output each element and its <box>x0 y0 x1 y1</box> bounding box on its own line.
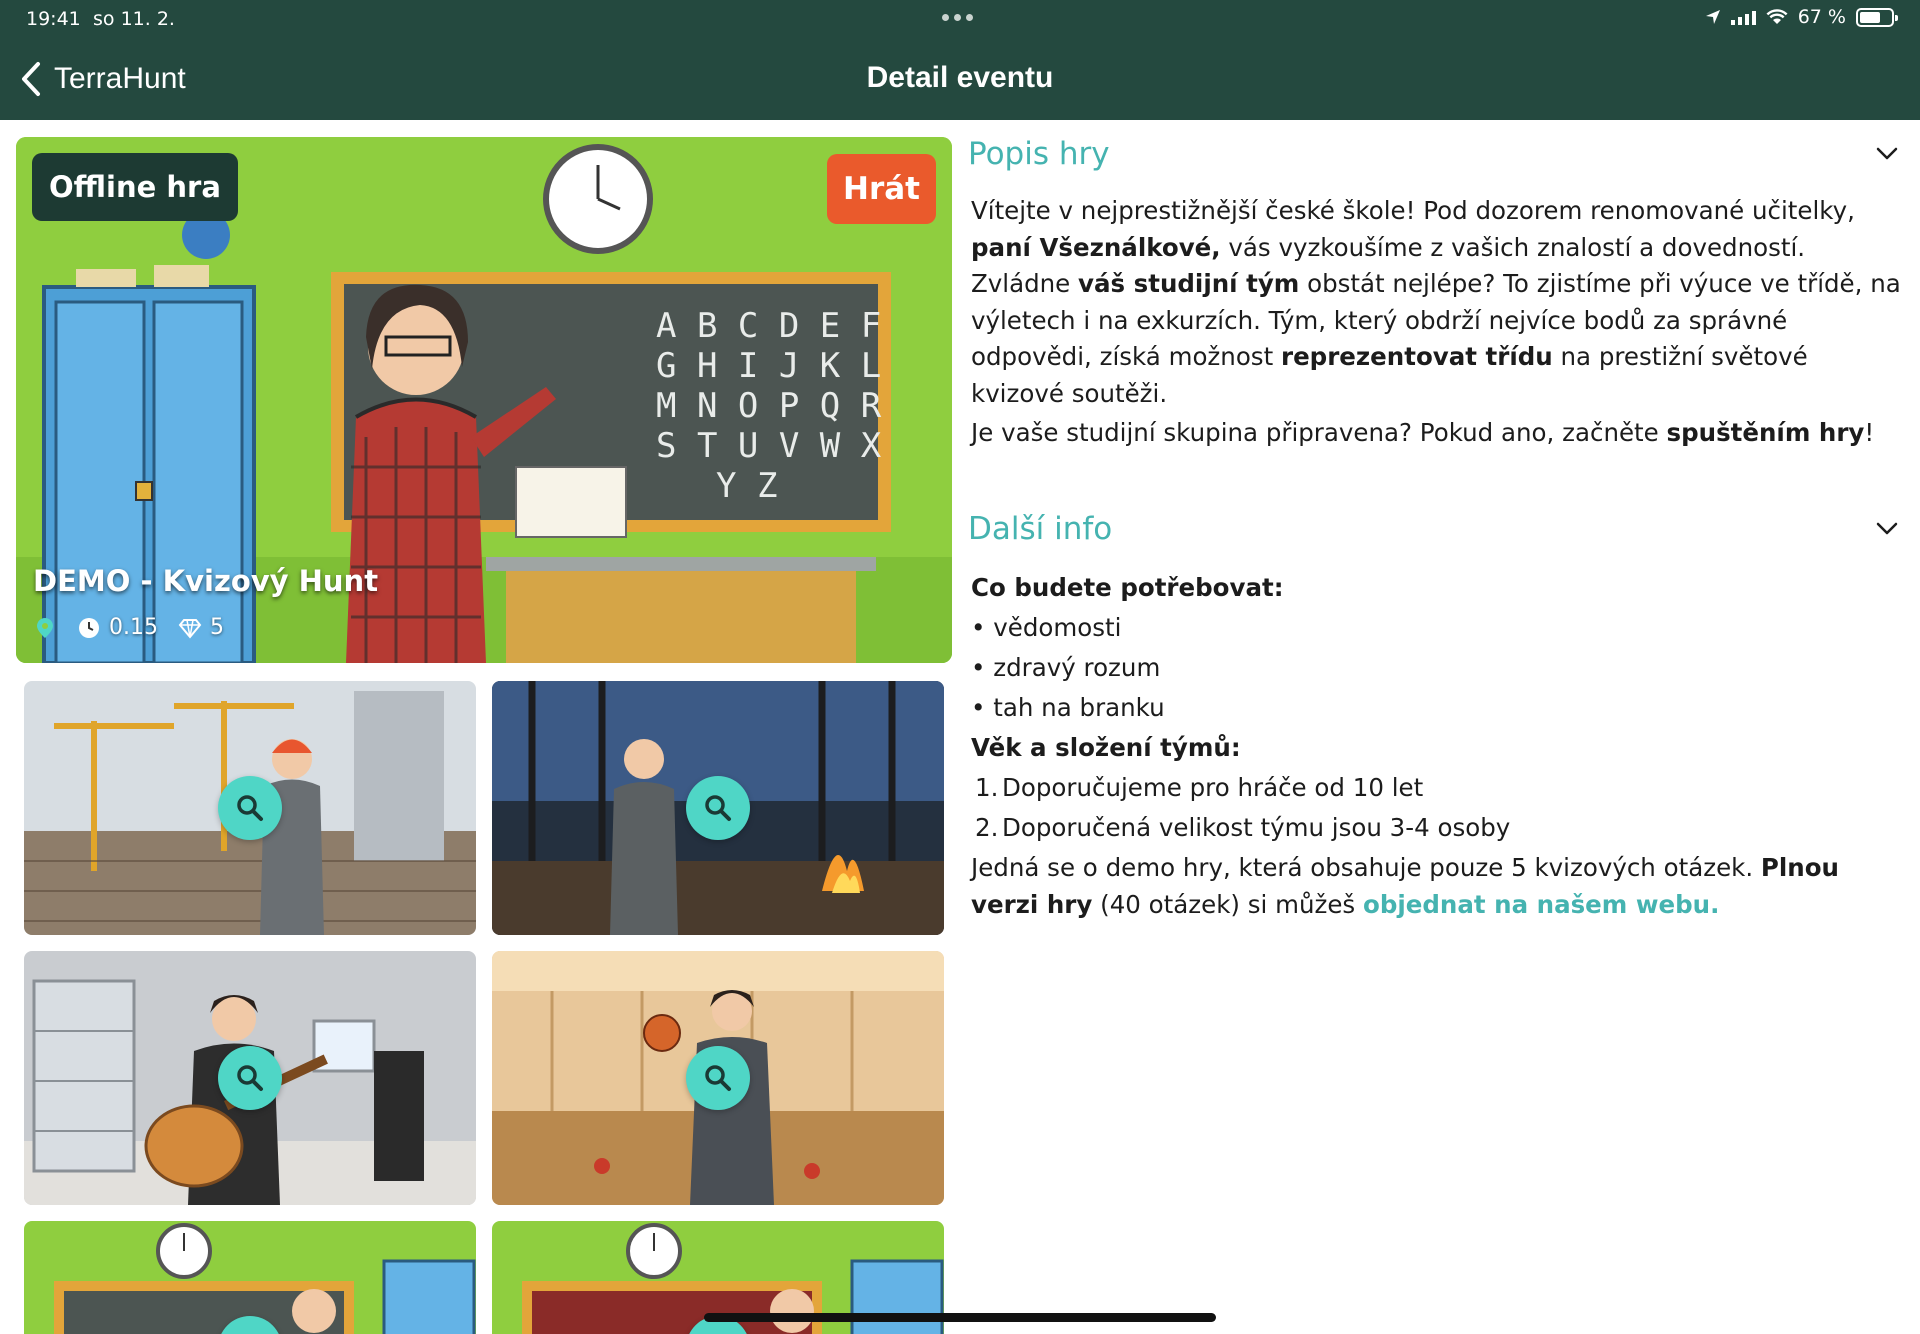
location-arrow-icon <box>1705 9 1721 25</box>
description-text <box>971 193 1901 452</box>
desc-text: Vítejte v nejprestižnější české škole! Pod dozorem renomované učitelky, <box>971 196 1855 225</box>
status-time: 19:41 <box>26 8 81 30</box>
status-date: so 11. 2. <box>93 8 175 30</box>
chevron-down-icon[interactable] <box>1876 522 1898 536</box>
wifi-icon <box>1766 9 1788 25</box>
battery-percent: 67 % <box>1797 6 1846 28</box>
zoom-button[interactable] <box>686 1046 750 1110</box>
chevron-down-icon[interactable] <box>1876 147 1898 161</box>
gallery-item-music-store[interactable] <box>24 951 476 1205</box>
desc-text: obstát nejlépe? To zjistíme při výuce ve třídě, na výletech i na exkurzích. Tým, který obdrží nejvíce bodů za správné odpovědi, získá možnost <box>971 269 1901 371</box>
list-item: • zdravý rozum <box>971 653 1161 682</box>
points-item <box>178 615 224 640</box>
gallery-item-construction[interactable] <box>24 681 476 935</box>
note-bold: Plnou verzi hry <box>971 853 1839 919</box>
duration-item <box>77 615 158 640</box>
zoom-button[interactable] <box>686 776 750 840</box>
back-button-label: TerraHunt <box>54 62 186 95</box>
description-section-header[interactable] <box>968 136 1898 172</box>
desc-bold: reprezentovat třídu <box>1280 342 1553 371</box>
cellular-signal-icon <box>1731 9 1756 25</box>
desc-bold: spuštěním hry <box>1666 418 1865 447</box>
description-paragraph-2 <box>971 415 1901 452</box>
board-row-4: S T U V W X <box>656 426 882 466</box>
order-web-link[interactable]: objednat na našem webu. <box>1362 889 1720 919</box>
gallery-item-gym[interactable] <box>492 951 944 1205</box>
desc-text: ! <box>1864 418 1875 447</box>
play-button[interactable]: Hrát <box>827 154 936 224</box>
magnifier-icon <box>235 793 265 823</box>
more-info-section-header[interactable] <box>968 511 1898 547</box>
multitasking-dots-icon[interactable] <box>942 14 973 21</box>
navigation-bar <box>0 50 1920 110</box>
game-meta <box>33 615 244 640</box>
magnifier-icon <box>703 1063 733 1093</box>
offline-game-badge: Offline hra <box>32 153 238 221</box>
desc-bold: váš studijní tým <box>1078 269 1300 298</box>
list-item: 1. Doporučujeme pro hráče od 10 let <box>971 768 1901 808</box>
demo-note <box>971 850 1901 923</box>
zoom-button[interactable] <box>218 1046 282 1110</box>
battery-icon <box>1856 8 1894 27</box>
gallery-item-campfire[interactable] <box>492 681 944 935</box>
hero-card[interactable] <box>16 137 952 663</box>
status-bar <box>0 0 1920 40</box>
gallery-item-classroom[interactable] <box>24 1221 476 1334</box>
need-item: tah na branku <box>993 693 1165 722</box>
magnifier-icon <box>235 1063 265 1093</box>
board-row-3: M N O P Q R <box>656 386 882 426</box>
more-info-heading: Další info <box>968 511 1113 547</box>
need-item: vědomosti <box>993 613 1122 642</box>
location-item <box>33 616 57 640</box>
zoom-button[interactable] <box>218 776 282 840</box>
list-item: • vědomosti <box>971 613 1122 642</box>
needs-title: Co budete potřebovat: <box>971 573 1284 602</box>
board-row-1: A B C D E F <box>656 306 882 346</box>
desc-text: vás vyzkoušíme z vašich znalostí a dovedností. Zvládne <box>971 232 1806 298</box>
team-item: Doporučujeme pro hráče od 10 let <box>1002 773 1424 802</box>
note-text: Jedná se o demo hry, která obsahuje pouze 5 kvizových otázek. <box>971 853 1761 882</box>
description-heading: Popis hry <box>968 136 1110 172</box>
top-bar <box>0 0 1920 120</box>
location-pin-icon <box>33 616 57 640</box>
team-item: Doporučená velikost týmu jsou 3-4 osoby <box>1002 813 1511 842</box>
points-value: 5 <box>209 615 224 640</box>
status-right <box>1705 6 1894 28</box>
need-item: zdravý rozum <box>993 653 1161 682</box>
desc-text: na prestižní světové kvizové soutěži. <box>971 342 1808 408</box>
magnifier-icon <box>703 793 733 823</box>
board-row-2: G H I J K L <box>656 346 882 386</box>
list-item: • tah na branku <box>971 693 1165 722</box>
board-row-5: Y Z <box>716 466 778 506</box>
clock-icon <box>77 616 101 640</box>
home-indicator[interactable] <box>704 1313 1216 1322</box>
list-item: 2. Doporučená velikost týmu jsou 3-4 osoby <box>971 808 1901 848</box>
duration-value: 0.15 <box>109 615 158 640</box>
note-text: (40 otázek) si můžeš <box>1092 889 1363 919</box>
team-title: Věk a složení týmů: <box>971 733 1241 762</box>
desc-text: Je vaše studijní skupina připravena? Pokud ano, začněte <box>971 418 1667 447</box>
game-title: DEMO - Kvizový Hunt <box>33 564 379 598</box>
page-title: Detail eventu <box>866 61 1054 94</box>
description-paragraph-1 <box>971 193 1901 412</box>
desc-bold: paní Všeználkové, <box>971 232 1221 262</box>
diamond-icon <box>178 616 202 640</box>
more-info-content <box>971 568 1901 923</box>
